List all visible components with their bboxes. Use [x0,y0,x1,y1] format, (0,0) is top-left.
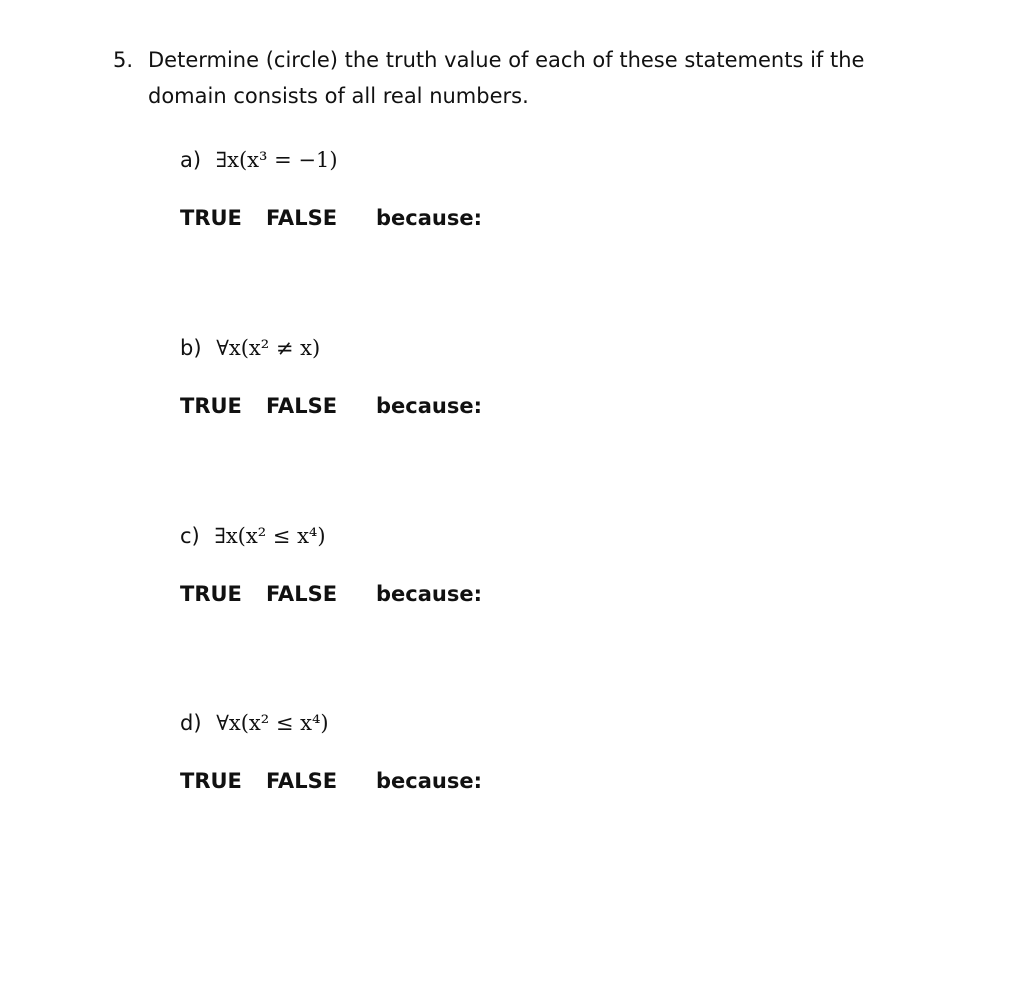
part-b-label: b) [180,336,202,360]
true-option-c[interactable]: TRUE [180,582,242,606]
false-option-a[interactable]: FALSE [266,206,338,230]
part-a-label: a) [180,148,202,172]
because-label-c: because: [376,582,482,606]
statement-c [180,524,326,548]
true-option-a[interactable]: TRUE [180,206,242,230]
because-label-b: because: [376,394,482,418]
true-option-d[interactable]: TRUE [180,769,242,793]
question-text: Determine (circle) the truth value of each of these statements if the domain consists of all real numbers. [148,48,865,108]
false-option-c[interactable]: FALSE [266,582,338,606]
statement-a [180,148,338,172]
part-b-formula: ∀x(x² ≠ x) [216,336,321,360]
part-a-formula: ∃x(x³ = −1) [215,148,338,172]
statement-d [180,711,329,735]
true-option-b[interactable]: TRUE [180,394,242,418]
question-number: 5. [113,48,134,72]
statement-b [180,336,320,360]
part-c-label: c) [180,524,200,548]
part-d-formula: ∀x(x² ≤ x⁴) [216,711,329,735]
because-label-d: because: [376,769,482,793]
false-option-b[interactable]: FALSE [266,394,338,418]
part-d-label: d) [180,711,202,735]
because-label-a: because: [376,206,482,230]
part-c-formula: ∃x(x² ≤ x⁴) [214,524,326,548]
false-option-d[interactable]: FALSE [266,769,338,793]
